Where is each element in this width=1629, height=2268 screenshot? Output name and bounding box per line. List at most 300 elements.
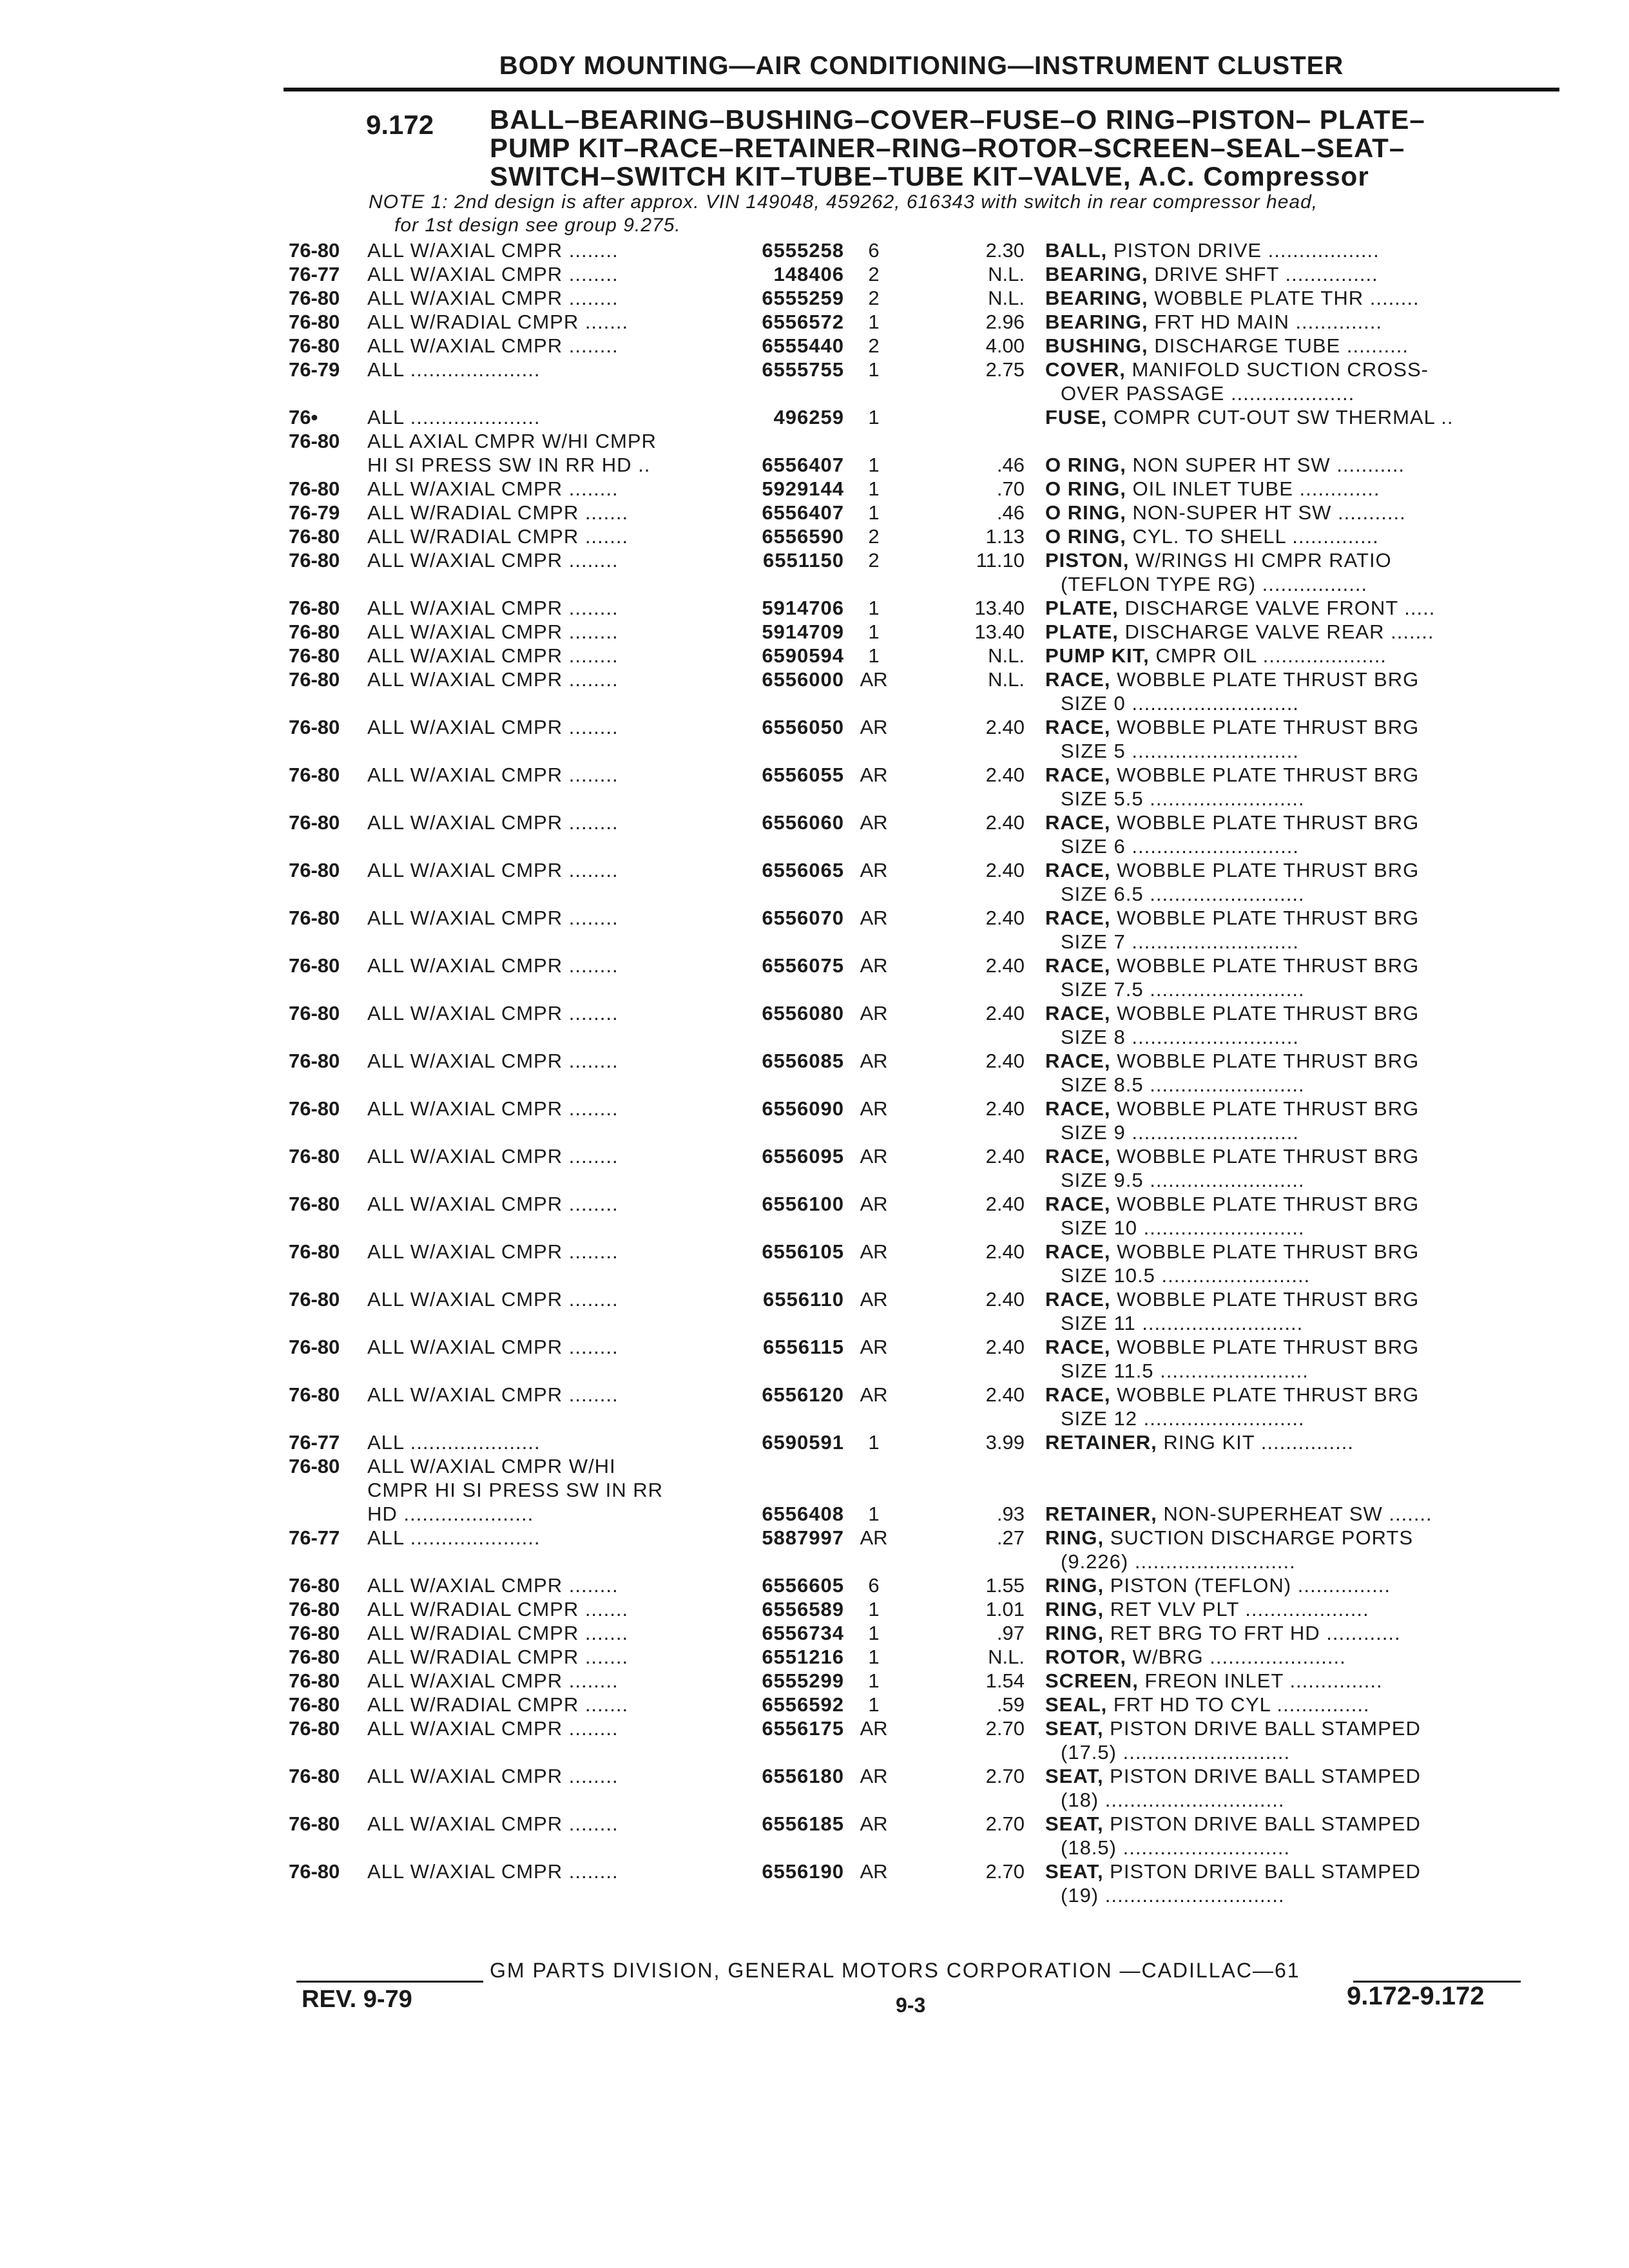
part-name: RACE, [1045,1288,1111,1311]
part-name: RACE, [1045,1193,1111,1215]
price: 2.40 [985,716,1025,738]
model-applicability: ALL W/AXIAL CMPR ........ [367,1240,619,1263]
description-continuation: SIZE 10 .......................... [1061,1216,1305,1239]
part-description [1045,1860,1509,1883]
model-applicability: ALL W/AXIAL CMPR ........ [367,263,619,285]
description-continuation: SIZE 9.5 ......................... [1061,1169,1305,1191]
model-years: 76-80 [289,1002,340,1024]
list-item [0,644,1629,668]
part-detail: DISCHARGE VALVE FRONT ..... [1118,597,1436,619]
model-years: 76-80 [289,1193,340,1215]
quantity: AR [860,811,888,834]
price: 2.40 [985,1383,1025,1406]
model-applicability: ALL W/AXIAL CMPR ........ [367,1336,619,1358]
model-applicability: ALL W/AXIAL CMPR ........ [367,477,619,500]
list-item [0,1573,1629,1597]
part-name: SEAT, [1045,1765,1104,1787]
model-years: 76-80 [289,239,340,262]
model-years: 76-80 [289,1812,340,1835]
model-applicability: ALL W/AXIAL CMPR ........ [367,1574,619,1597]
list-item [0,1716,1629,1740]
model-applicability: ALL W/AXIAL CMPR ........ [367,549,619,572]
price: 13.40 [974,597,1025,619]
quantity: AR [860,1145,888,1168]
model-applicability: ALL W/AXIAL CMPR ........ [367,597,619,619]
part-number: 6556605 [762,1574,844,1597]
description-continuation: SIZE 11.5 ........................ [1061,1360,1309,1382]
part-number: 6556060 [762,811,844,834]
model-years: 76-79 [289,501,340,524]
list-item-continuation [0,739,1629,763]
part-name: RING, [1045,1574,1104,1597]
model-applicability: ALL W/AXIAL CMPR ........ [367,1717,619,1740]
part-detail: PISTON DRIVE BALL STAMPED [1103,1860,1421,1883]
list-item-continuation [0,977,1629,1001]
model-years: 76-80 [289,525,340,548]
revision-label: REV. 9-79 [302,1986,412,2013]
model-applicability: ALL W/RADIAL CMPR ....... [367,501,629,524]
part-number: 6556185 [762,1812,844,1835]
list-item [0,668,1629,691]
page-number: 9-3 [896,1994,926,2017]
list-item [0,1144,1629,1168]
part-detail: WOBBLE PLATE THRUST BRG [1110,716,1420,738]
model-applicability: ALL W/AXIAL CMPR ........ [367,1669,619,1692]
part-description [1045,1502,1509,1526]
list-item [0,1192,1629,1216]
model-applicability: ALL W/AXIAL CMPR ........ [367,620,619,643]
part-name: SEAT, [1045,1812,1104,1835]
part-number: 5914706 [762,597,844,619]
part-name: COVER, [1045,358,1126,381]
part-detail: FREON INLET ............... [1138,1669,1383,1692]
list-item [0,334,1629,358]
model-applicability: ALL W/AXIAL CMPR ........ [367,811,619,834]
list-item-continuation [0,787,1629,811]
quantity: 1 [868,454,880,476]
model-applicability: ALL W/AXIAL CMPR W/HI [367,1455,616,1477]
model-years: 76-80 [289,1097,340,1120]
list-item-continuation [0,1788,1629,1812]
model-years: 76-80 [289,1050,340,1072]
part-name: RACE, [1045,1240,1111,1263]
part-name: RACE, [1045,716,1111,738]
model-applicability: ALL W/RADIAL CMPR ....... [367,311,629,333]
part-number: 6556592 [762,1693,844,1716]
model-years: 76-80 [289,644,340,667]
part-number: 6556065 [762,859,844,881]
list-item [0,501,1629,524]
part-detail: WOBBLE PLATE THRUST BRG [1110,1288,1420,1311]
part-description [1045,1001,1509,1025]
model-applicability: ALL ..................... [367,1431,541,1454]
part-description [1045,548,1509,572]
model-applicability: ALL AXIAL CMPR W/HI CMPR [367,430,657,452]
model-applicability: ALL W/AXIAL CMPR ........ [367,1288,619,1311]
part-detail: PISTON (TEFLON) ............... [1104,1574,1391,1597]
model-applicability: ALL W/AXIAL CMPR ........ [367,1002,619,1024]
price: 2.96 [985,311,1025,333]
price: N.L. [988,1646,1025,1668]
list-item [0,238,1629,262]
list-item [0,1335,1629,1359]
quantity: 2 [868,263,880,285]
list-item-continuation [0,882,1629,906]
list-item [0,1860,1629,1883]
price: 2.70 [985,1765,1025,1787]
part-detail: WOBBLE PLATE THRUST BRG [1110,1050,1420,1072]
model-years: 76• [289,406,318,428]
price: 2.40 [985,859,1025,881]
part-name: RACE, [1045,859,1111,881]
part-name: RACE, [1045,954,1111,977]
part-number: 6556120 [762,1383,844,1406]
part-number: 6556572 [762,311,844,333]
list-item-continuation [0,572,1629,596]
part-number: 6551216 [762,1646,844,1668]
list-item [0,286,1629,310]
part-number: 6556080 [762,1002,844,1024]
section-number: 9.172 [366,110,434,140]
part-number: 6555258 [762,239,844,262]
list-item [0,1621,1629,1645]
part-detail: PISTON DRIVE BALL STAMPED [1103,1812,1421,1835]
quantity: 1 [868,1693,880,1716]
model-years: 76-80 [289,764,340,786]
part-number: 6556190 [762,1860,844,1883]
part-detail: MANIFOLD SUCTION CROSS- [1125,358,1429,381]
quantity: AR [860,1288,888,1311]
model-years: 76-77 [289,1431,340,1454]
list-item [0,1240,1629,1264]
list-item-continuation [0,1883,1629,1907]
part-name: PUMP KIT, [1045,644,1150,667]
part-description [1045,668,1509,691]
part-number: 6556407 [762,501,844,524]
model-years: 76-80 [289,549,340,572]
list-item [0,310,1629,334]
quantity: 2 [868,549,880,572]
part-description [1045,1144,1509,1168]
model-applicability: ALL W/AXIAL CMPR ........ [367,668,619,691]
model-years: 76-80 [289,668,340,691]
quantity: 1 [868,501,880,524]
part-detail: NON-SUPERHEAT SW ....... [1157,1503,1432,1525]
part-number: 6556090 [762,1097,844,1120]
price: 2.30 [985,239,1025,262]
list-item-continuation [0,1216,1629,1240]
quantity: 1 [868,597,880,619]
list-item [0,811,1629,834]
part-number: 6556075 [762,954,844,977]
part-name: BUSHING, [1045,334,1148,357]
list-item-continuation [0,1550,1629,1573]
list-item [0,954,1629,977]
note-line: NOTE 1: 2nd design is after approx. VIN 149048, 459262, 616343 with switch in rear compressor head, [369,191,1318,213]
part-detail: RET BRG TO FRT HD ............ [1104,1622,1401,1644]
price: 2.40 [985,954,1025,977]
price: .70 [996,477,1025,500]
model-applicability: ALL W/AXIAL CMPR ........ [367,954,619,977]
description-continuation: SIZE 10.5 ........................ [1061,1264,1311,1287]
model-years: 76-80 [289,334,340,357]
part-description [1045,811,1509,834]
parts-list [0,238,1629,1907]
price: 2.40 [985,1145,1025,1168]
list-item-continuation [0,1073,1629,1097]
part-number: 6590594 [762,644,844,667]
list-item [0,858,1629,882]
price: 13.40 [974,620,1025,643]
quantity: AR [860,1526,888,1549]
model-applicability: ALL W/RADIAL CMPR ....... [367,1622,629,1644]
price: 2.40 [985,1002,1025,1024]
quantity: AR [860,1383,888,1406]
model-applicability: ALL W/AXIAL CMPR ........ [367,1812,619,1835]
list-item-continuation [0,381,1629,405]
quantity: AR [860,716,888,738]
list-item [0,524,1629,548]
description-continuation: (18) ............................. [1061,1789,1285,1811]
quantity: AR [860,668,888,691]
model-years: 76-80 [289,907,340,929]
list-item [0,1645,1629,1669]
quantity: 6 [868,239,880,262]
part-detail: WOBBLE PLATE THRUST BRG [1110,907,1420,929]
model-applicability: ALL W/RADIAL CMPR ....... [367,525,629,548]
part-detail: WOBBLE PLATE THRUST BRG [1110,1145,1420,1168]
part-detail: WOBBLE PLATE THRUST BRG [1110,954,1420,977]
description-continuation: SIZE 7.5 ......................... [1061,978,1305,1001]
list-item [0,1693,1629,1716]
part-number: 6555259 [762,287,844,309]
part-description [1045,763,1509,787]
part-name: RACE, [1045,811,1111,834]
part-detail: RET VLV PLT .................... [1104,1598,1369,1620]
quantity: 2 [868,287,880,309]
description-continuation: SIZE 0 ........................... [1061,692,1299,715]
footer-rule-left [296,1981,483,1983]
description-continuation: SIZE 6 ........................... [1061,835,1299,858]
model-applicability: ALL W/AXIAL CMPR ........ [367,1765,619,1787]
part-detail: WOBBLE PLATE THR ........ [1148,287,1420,309]
part-name: RACE, [1045,1097,1111,1120]
part-number: 6556175 [762,1717,844,1740]
part-description [1045,954,1509,977]
part-detail: PISTON DRIVE BALL STAMPED [1103,1765,1421,1787]
quantity: AR [860,1812,888,1835]
part-number: 6555299 [762,1669,844,1692]
part-name: RETAINER, [1045,1431,1157,1454]
model-applicability: ALL W/AXIAL CMPR ........ [367,1193,619,1215]
part-number: 6556105 [762,1240,844,1263]
part-description [1045,906,1509,930]
part-name: FUSE, [1045,406,1108,428]
part-detail: OIL INLET TUBE ............. [1126,477,1380,500]
part-detail: WOBBLE PLATE THRUST BRG [1110,859,1420,881]
part-name: RING, [1045,1598,1104,1620]
part-description [1045,1669,1509,1693]
list-item [0,358,1629,381]
quantity: AR [860,1240,888,1263]
quantity: 1 [868,406,880,428]
part-detail: WOBBLE PLATE THRUST BRG [1110,668,1420,691]
part-description [1045,453,1509,477]
part-name: O RING, [1045,454,1126,476]
part-description [1045,334,1509,358]
part-description [1045,262,1509,286]
part-number: 6556407 [762,454,844,476]
model-years: 76-80 [289,1765,340,1787]
model-applicability: ALL W/RADIAL CMPR ....... [367,1693,629,1716]
part-detail: FRT HD TO CYL ............... [1107,1693,1370,1716]
quantity: 1 [868,1503,880,1525]
list-item [0,1454,1629,1478]
quantity: 6 [868,1574,880,1597]
price: 2.40 [985,1050,1025,1072]
model-years: 76-80 [289,1336,340,1358]
model-years: 76-77 [289,1526,340,1549]
part-number: 5929144 [762,477,844,500]
price: 3.99 [985,1431,1025,1454]
list-item-continuation [0,1168,1629,1192]
quantity: 1 [868,1669,880,1692]
section-title-line: SWITCH–SWITCH KIT–TUBE–TUBE KIT–VALVE, A.C. Compressor [490,161,1369,191]
part-detail: CMPR OIL .................... [1149,644,1387,667]
part-name: RACE, [1045,764,1111,786]
part-number: 6556070 [762,907,844,929]
part-detail: FRT HD MAIN .............. [1148,311,1383,333]
price: N.L. [988,668,1025,691]
part-number: 6556055 [762,764,844,786]
quantity: AR [860,859,888,881]
part-detail: WOBBLE PLATE THRUST BRG [1110,1097,1420,1120]
part-detail: WOBBLE PLATE THRUST BRG [1110,1002,1420,1024]
description-continuation: SIZE 8.5 ......................... [1061,1073,1305,1096]
part-description [1045,1693,1509,1716]
part-description [1045,596,1509,620]
list-item-continuation [0,1836,1629,1860]
part-detail: WOBBLE PLATE THRUST BRG [1110,1383,1420,1406]
part-description [1045,620,1509,644]
quantity: 1 [868,311,880,333]
part-description [1045,715,1509,739]
list-item [0,1597,1629,1621]
quantity: 1 [868,358,880,381]
part-description [1045,1764,1509,1788]
part-name: O RING, [1045,477,1126,500]
price: 2.40 [985,811,1025,834]
list-item [0,1287,1629,1311]
list-item [0,548,1629,572]
quantity: AR [860,1002,888,1024]
quantity: 2 [868,525,880,548]
quantity: AR [860,907,888,929]
list-item-continuation [0,1025,1629,1049]
model-years: 76-80 [289,597,340,619]
part-name: O RING, [1045,501,1126,524]
price: 2.40 [985,1288,1025,1311]
part-description [1045,644,1509,668]
model-years: 76-80 [289,1240,340,1263]
part-description [1045,238,1509,262]
description-continuation: SIZE 6.5 ......................... [1061,883,1305,905]
part-number: 6556050 [762,716,844,738]
model-years: 76-80 [289,954,340,977]
part-detail: RING KIT ............... [1157,1431,1354,1454]
price: N.L. [988,263,1025,285]
part-detail: WOBBLE PLATE THRUST BRG [1110,1240,1420,1263]
price: 2.70 [985,1812,1025,1835]
description-continuation: (19) ............................. [1061,1884,1285,1907]
note-line: for 1st design see group 9.275. [394,215,681,236]
part-detail: WOBBLE PLATE THRUST BRG [1110,1336,1420,1358]
quantity: 1 [868,477,880,500]
section-title-line: BALL–BEARING–BUSHING–COVER–FUSE–O RING–PISTON– PLATE– [490,104,1425,135]
part-number: 6556180 [762,1765,844,1787]
price: 2.40 [985,1240,1025,1263]
part-number: 6555755 [762,358,844,381]
model-years: 76-80 [289,1455,340,1477]
quantity: 1 [868,1598,880,1620]
part-description [1045,1716,1509,1740]
list-item [0,1669,1629,1693]
model-applicability: ALL ..................... [367,1526,541,1549]
part-name: SEAT, [1045,1860,1104,1883]
part-description [1045,1049,1509,1073]
part-description [1045,501,1509,524]
list-item [0,1049,1629,1073]
quantity: AR [860,764,888,786]
list-item [0,1097,1629,1120]
price: 2.40 [985,1193,1025,1215]
price: .59 [996,1693,1025,1716]
list-item [0,1383,1629,1407]
part-name: BEARING, [1045,287,1148,309]
list-item-continuation [0,1359,1629,1383]
part-name: RACE, [1045,1002,1111,1024]
part-detail: WOBBLE PLATE THRUST BRG [1110,764,1420,786]
part-number: 6556115 [763,1336,844,1358]
model-applicability: ALL W/AXIAL CMPR ........ [367,239,619,262]
part-name: RACE, [1045,1145,1111,1168]
part-name: SCREEN, [1045,1669,1139,1692]
part-detail: COMPR CUT-OUT SW THERMAL .. [1107,406,1454,428]
part-detail: W/BRG ...................... [1126,1646,1346,1668]
price: 2.40 [985,1336,1025,1358]
model-applicability: ALL W/AXIAL CMPR ........ [367,716,619,738]
part-name: PISTON, [1045,549,1130,572]
section-title [490,106,1469,191]
part-detail: WOBBLE PLATE THRUST BRG [1110,1193,1420,1215]
price: 1.13 [985,525,1025,548]
part-number: 6556408 [762,1503,844,1525]
price: .46 [996,454,1025,476]
list-item-continuation [0,834,1629,858]
list-item-continuation [0,1120,1629,1144]
list-item [0,596,1629,620]
price: .97 [996,1622,1025,1644]
description-continuation: SIZE 9 ........................... [1061,1121,1299,1144]
model-years: 76-80 [289,1288,340,1311]
model-years: 76-80 [289,311,340,333]
part-description [1045,1645,1509,1669]
part-name: RETAINER, [1045,1503,1157,1525]
price: 2.75 [985,358,1025,381]
part-detail: PISTON DRIVE .................. [1107,239,1380,262]
list-item [0,1526,1629,1550]
quantity: 2 [868,334,880,357]
